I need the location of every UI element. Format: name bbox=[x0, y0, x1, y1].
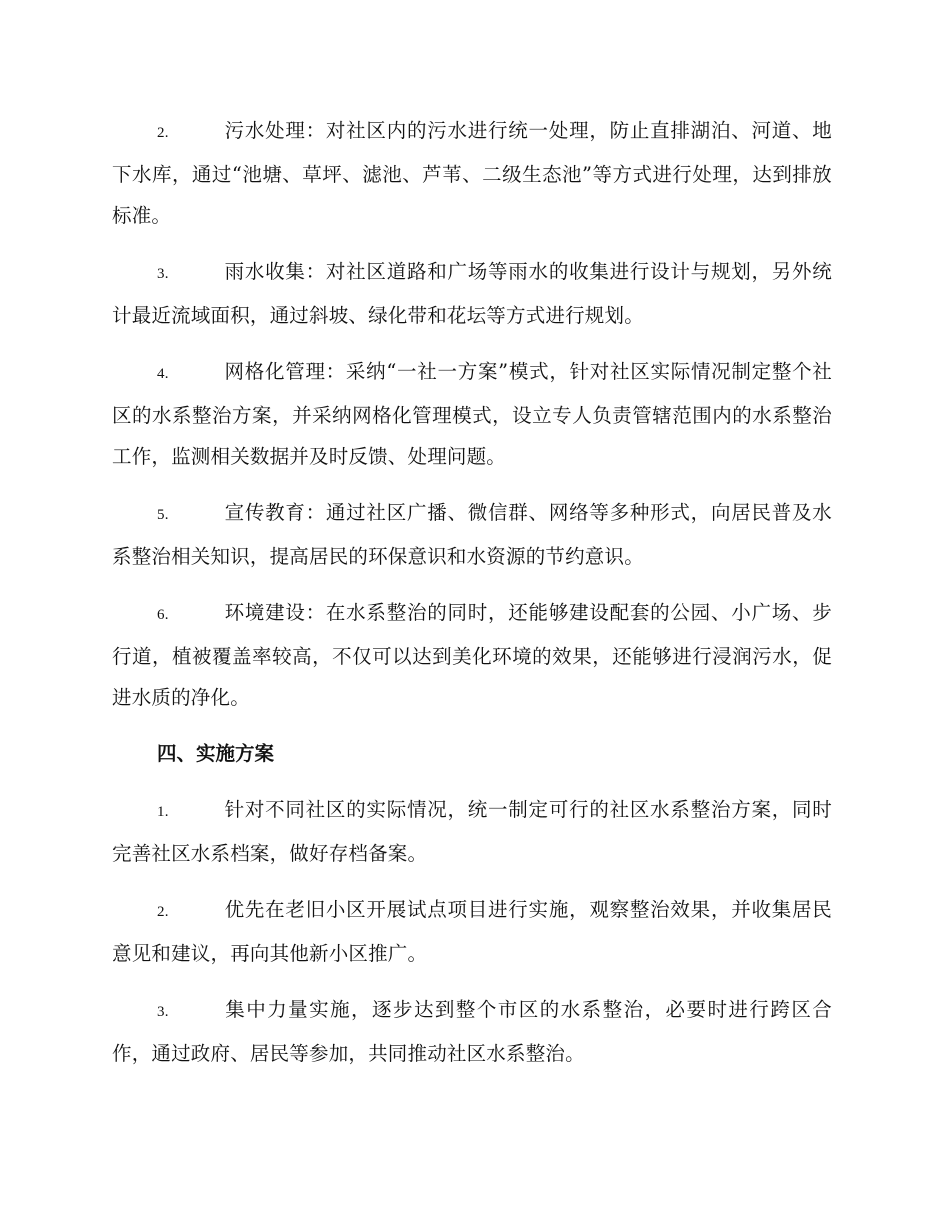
list-item-grid-management bbox=[112, 351, 832, 477]
list-number: 2. bbox=[157, 904, 169, 920]
list-number: 3. bbox=[157, 266, 169, 282]
list-number: 2. bbox=[157, 125, 169, 141]
list-item-text: 污水处理：对社区内的污水进行统一处理，防止直排湖泊、河道、地下水库，通过“池塘、草坪、滤池、芦苇、二级生态池”等方式进行处理，达到排放标准。 bbox=[112, 119, 832, 227]
list-number: 3. bbox=[157, 1004, 169, 1020]
list-item-environment-construction bbox=[112, 592, 832, 718]
list-item-text: 集中力量实施，逐步达到整个市区的水系整治，必要时进行跨区合作，通过政府、居民等参加，共同推动社区水系整治。 bbox=[112, 998, 832, 1065]
document-body bbox=[112, 110, 832, 1089]
list-item-text: 环境建设：在水系整治的同时，还能够建设配套的公园、小广场、步行道，植被覆盖率较高，不仅可以达到美化环境的效果，还能够进行浸润污水，促进水质的净化。 bbox=[112, 601, 832, 709]
list-item-text: 雨水收集：对社区道路和广场等雨水的收集进行设计与规划，另外统计最近流域面积，通过斜坡、绿化带和花坛等方式进行规划。 bbox=[112, 260, 832, 327]
list-number: 4. bbox=[157, 366, 169, 382]
section-heading-implementation-plan: 四、实施方案 bbox=[157, 742, 275, 765]
list-item-text: 宣传教育：通过社区广播、微信群、网络等多种形式，向居民普及水系整治相关知识，提高居民的环保意识和水资源的节约意识。 bbox=[112, 501, 832, 568]
list-item-publicity-education bbox=[112, 492, 832, 577]
list-item-concentrated-implementation bbox=[112, 989, 832, 1074]
list-item-text: 优先在老旧小区开展试点项目进行实施，观察整治效果，并收集居民意见和建议，再向其他新小区推广。 bbox=[112, 898, 832, 965]
list-item-text: 网格化管理：采纳“一社一方案”模式，针对社区实际情况制定整个社区的水系整治方案，并采纳网格化管理模式，设立专人负责管辖范围内的水系整治工作，监测相关数据并及时反馈、处理问题。 bbox=[112, 360, 832, 468]
list-number: 1. bbox=[157, 804, 169, 820]
list-item-unified-plan bbox=[112, 789, 832, 874]
list-item-pilot-project bbox=[112, 889, 832, 974]
list-number: 6. bbox=[157, 607, 169, 623]
list-number: 5. bbox=[157, 507, 169, 523]
list-item-text: 针对不同社区的实际情况，统一制定可行的社区水系整治方案，同时完善社区水系档案，做好存档备案。 bbox=[112, 798, 832, 865]
list-item-rainwater-collection bbox=[112, 251, 832, 336]
list-item-sewage-treatment bbox=[112, 110, 832, 236]
